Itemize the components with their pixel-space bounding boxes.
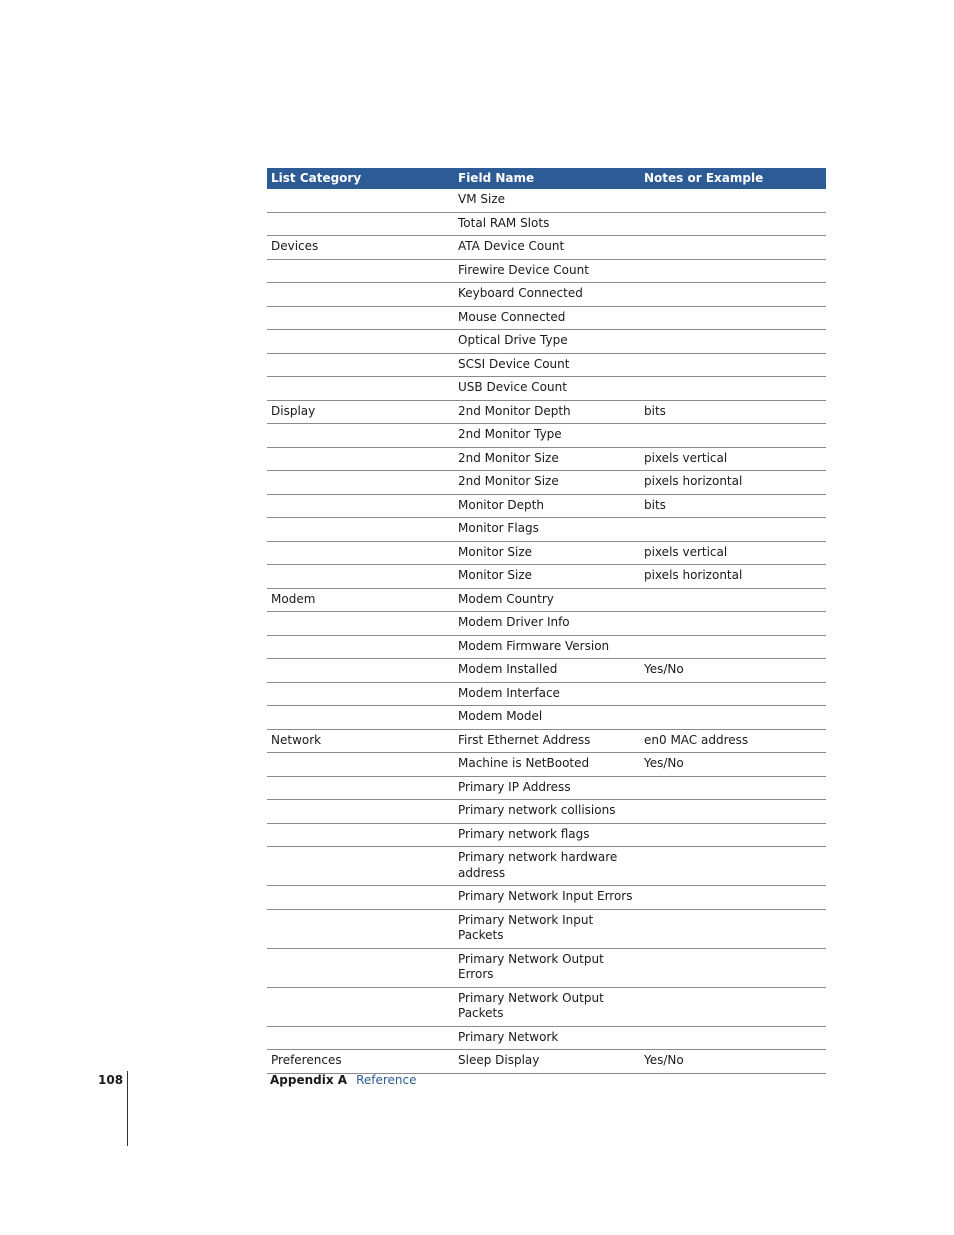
cell-notes <box>640 424 826 448</box>
cell-field-name: Primary IP Address <box>454 776 640 800</box>
cell-list-category <box>267 377 454 401</box>
cell-notes <box>640 236 826 260</box>
table-row <box>267 541 826 565</box>
table-row <box>267 424 826 448</box>
cell-notes <box>640 189 826 213</box>
header-notes-or-example: Notes or Example <box>640 168 826 189</box>
table-row <box>267 800 826 824</box>
cell-notes: pixels vertical <box>640 541 826 565</box>
table-header <box>267 168 826 189</box>
cell-notes <box>640 212 826 236</box>
table-row <box>267 518 826 542</box>
cell-notes <box>640 800 826 824</box>
cell-notes: bits <box>640 400 826 424</box>
cell-field-name: Primary network hardware address <box>454 847 640 886</box>
table-row <box>267 212 826 236</box>
cell-notes <box>640 330 826 354</box>
table-row <box>267 259 826 283</box>
footer-title <box>270 1073 417 1087</box>
cell-list-category <box>267 800 454 824</box>
footer-divider <box>127 1071 128 1146</box>
table-row <box>267 987 826 1026</box>
table-row <box>267 948 826 987</box>
cell-list-category <box>267 682 454 706</box>
cell-list-category <box>267 823 454 847</box>
cell-list-category <box>267 706 454 730</box>
cell-list-category: Network <box>267 729 454 753</box>
table-row <box>267 612 826 636</box>
cell-field-name: Primary network collisions <box>454 800 640 824</box>
cell-field-name: Keyboard Connected <box>454 283 640 307</box>
table-row <box>267 588 826 612</box>
table-row <box>267 447 826 471</box>
cell-field-name: Firewire Device Count <box>454 259 640 283</box>
cell-field-name: Primary network flags <box>454 823 640 847</box>
cell-field-name: SCSI Device Count <box>454 353 640 377</box>
cell-field-name: Modem Model <box>454 706 640 730</box>
cell-notes <box>640 776 826 800</box>
table-row <box>267 283 826 307</box>
cell-list-category: Modem <box>267 588 454 612</box>
cell-list-category <box>267 987 454 1026</box>
cell-notes <box>640 306 826 330</box>
cell-notes <box>640 909 826 948</box>
table-row <box>267 330 826 354</box>
cell-field-name: VM Size <box>454 189 640 213</box>
cell-field-name: Primary Network Input Errors <box>454 886 640 910</box>
cell-notes <box>640 1026 826 1050</box>
table-row <box>267 1026 826 1050</box>
cell-list-category <box>267 753 454 777</box>
table-row <box>267 1050 826 1074</box>
cell-field-name: Primary Network <box>454 1026 640 1050</box>
cell-notes <box>640 612 826 636</box>
cell-field-name: Monitor Size <box>454 541 640 565</box>
cell-notes <box>640 353 826 377</box>
cell-list-category <box>267 494 454 518</box>
table-row <box>267 400 826 424</box>
table-row <box>267 189 826 213</box>
cell-field-name: 2nd Monitor Type <box>454 424 640 448</box>
cell-list-category <box>267 283 454 307</box>
cell-list-category <box>267 353 454 377</box>
header-list-category: List Category <box>267 168 454 189</box>
cell-notes <box>640 706 826 730</box>
cell-list-category <box>267 659 454 683</box>
cell-field-name: USB Device Count <box>454 377 640 401</box>
table-row <box>267 706 826 730</box>
cell-notes: Yes/No <box>640 1050 826 1074</box>
cell-notes: bits <box>640 494 826 518</box>
cell-notes: pixels vertical <box>640 447 826 471</box>
cell-list-category: Devices <box>267 236 454 260</box>
cell-list-category <box>267 541 454 565</box>
cell-field-name: 2nd Monitor Size <box>454 447 640 471</box>
cell-notes: en0 MAC address <box>640 729 826 753</box>
table-row <box>267 353 826 377</box>
cell-notes <box>640 682 826 706</box>
cell-field-name: Primary Network Input Packets <box>454 909 640 948</box>
appendix-label: Appendix A <box>270 1073 348 1087</box>
cell-field-name: Modem Interface <box>454 682 640 706</box>
cell-field-name: Modem Installed <box>454 659 640 683</box>
cell-notes <box>640 377 826 401</box>
cell-field-name: Modem Country <box>454 588 640 612</box>
cell-list-category <box>267 565 454 589</box>
table-row <box>267 886 826 910</box>
cell-list-category <box>267 189 454 213</box>
table-row <box>267 823 826 847</box>
table-row <box>267 909 826 948</box>
cell-field-name: Primary Network Output Packets <box>454 987 640 1026</box>
table-row <box>267 377 826 401</box>
cell-field-name: Modem Driver Info <box>454 612 640 636</box>
cell-notes: Yes/No <box>640 659 826 683</box>
page-number: 108 <box>98 1073 124 1087</box>
cell-notes <box>640 518 826 542</box>
cell-list-category <box>267 471 454 495</box>
table-row <box>267 776 826 800</box>
cell-field-name: Sleep Display <box>454 1050 640 1074</box>
header-row <box>267 168 826 189</box>
cell-notes <box>640 987 826 1026</box>
cell-list-category <box>267 212 454 236</box>
cell-field-name: Total RAM Slots <box>454 212 640 236</box>
cell-field-name: Monitor Depth <box>454 494 640 518</box>
cell-field-name: Optical Drive Type <box>454 330 640 354</box>
cell-list-category <box>267 886 454 910</box>
cell-list-category <box>267 776 454 800</box>
cell-list-category <box>267 330 454 354</box>
cell-list-category <box>267 909 454 948</box>
table-row <box>267 753 826 777</box>
table-row <box>267 847 826 886</box>
table-row <box>267 682 826 706</box>
table-row <box>267 635 826 659</box>
cell-list-category <box>267 635 454 659</box>
cell-notes: Yes/No <box>640 753 826 777</box>
cell-list-category <box>267 948 454 987</box>
cell-notes <box>640 259 826 283</box>
cell-list-category <box>267 612 454 636</box>
cell-field-name: ATA Device Count <box>454 236 640 260</box>
cell-field-name: Modem Firmware Version <box>454 635 640 659</box>
table-row <box>267 729 826 753</box>
cell-list-category <box>267 306 454 330</box>
cell-field-name: Monitor Flags <box>454 518 640 542</box>
cell-field-name: Monitor Size <box>454 565 640 589</box>
cell-notes <box>640 886 826 910</box>
cell-list-category <box>267 1026 454 1050</box>
cell-field-name: Mouse Connected <box>454 306 640 330</box>
cell-list-category <box>267 518 454 542</box>
cell-field-name: 2nd Monitor Size <box>454 471 640 495</box>
cell-list-category <box>267 447 454 471</box>
cell-field-name: Primary Network Output Errors <box>454 948 640 987</box>
cell-field-name: First Ethernet Address <box>454 729 640 753</box>
table-row <box>267 471 826 495</box>
cell-notes: pixels horizontal <box>640 471 826 495</box>
table-body <box>267 189 826 1074</box>
reference-table <box>267 168 826 1074</box>
table-row <box>267 494 826 518</box>
cell-notes <box>640 847 826 886</box>
table-row <box>267 659 826 683</box>
section-label: Reference <box>356 1073 417 1087</box>
cell-field-name: 2nd Monitor Depth <box>454 400 640 424</box>
table-row <box>267 306 826 330</box>
cell-list-category <box>267 259 454 283</box>
table-row <box>267 236 826 260</box>
cell-list-category <box>267 847 454 886</box>
cell-notes <box>640 635 826 659</box>
cell-notes <box>640 948 826 987</box>
cell-notes: pixels horizontal <box>640 565 826 589</box>
cell-notes <box>640 588 826 612</box>
cell-list-category <box>267 424 454 448</box>
cell-list-category: Display <box>267 400 454 424</box>
header-field-name: Field Name <box>454 168 640 189</box>
cell-field-name: Machine is NetBooted <box>454 753 640 777</box>
table-row <box>267 565 826 589</box>
cell-notes <box>640 283 826 307</box>
cell-list-category: Preferences <box>267 1050 454 1074</box>
cell-notes <box>640 823 826 847</box>
